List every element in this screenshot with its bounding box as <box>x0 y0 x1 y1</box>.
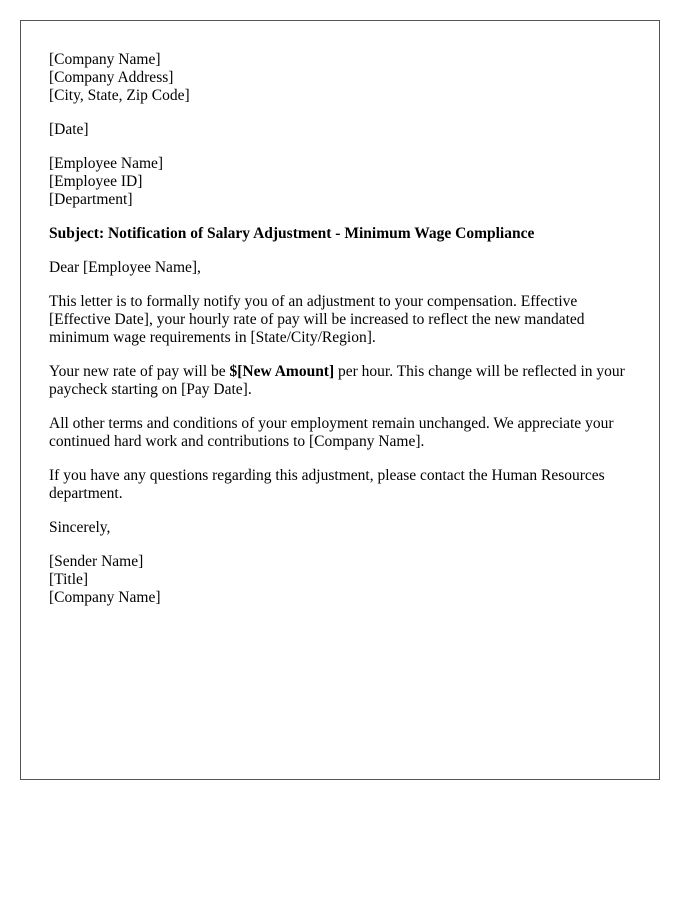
letter-page <box>20 20 660 780</box>
recipient-block <box>49 155 631 209</box>
sender-city-state-zip: [City, State, Zip Code] <box>49 87 190 104</box>
body-paragraph-2 <box>49 363 631 399</box>
new-pay-amount: $[New Amount] <box>229 363 335 380</box>
sender-company-name: [Company Name] <box>49 51 161 68</box>
signature-block <box>49 553 631 607</box>
pay-rate-intro: Your new rate of pay will be <box>49 363 230 380</box>
sender-address-block <box>49 51 631 105</box>
signature-company-name: [Company Name] <box>49 589 161 606</box>
letter-salutation: Dear [Employee Name], <box>49 259 201 276</box>
pay-rate-details: per hour. This change will be reflected in your paycheck starting on [Pay Date]. <box>49 363 625 398</box>
signature-title: [Title] <box>49 571 89 588</box>
body-paragraph-3: All other terms and conditions of your employment remain unchanged. We appreciate your continued hard work and contributions to [Company Name]. <box>49 415 614 450</box>
recipient-department: [Department] <box>49 191 133 208</box>
letter-closing: Sincerely, <box>49 519 111 536</box>
signature-sender-name: [Sender Name] <box>49 553 144 570</box>
recipient-employee-name: [Employee Name] <box>49 155 164 172</box>
body-paragraph-1: This letter is to formally notify you of an adjustment to your compensation. Effective [Effective Date], your hourly rate of pay will be increased to reflect the new mandated minimum wage requirements in [State/City/Region]. <box>49 293 585 346</box>
letter-date: [Date] <box>49 121 89 138</box>
body-paragraph-4: If you have any questions regarding this adjustment, please contact the Human Resources department. <box>49 467 605 502</box>
letter-subject: Subject: Notification of Salary Adjustment - Minimum Wage Compliance <box>49 225 535 242</box>
sender-company-address: [Company Address] <box>49 69 174 86</box>
recipient-employee-id: [Employee ID] <box>49 173 143 190</box>
